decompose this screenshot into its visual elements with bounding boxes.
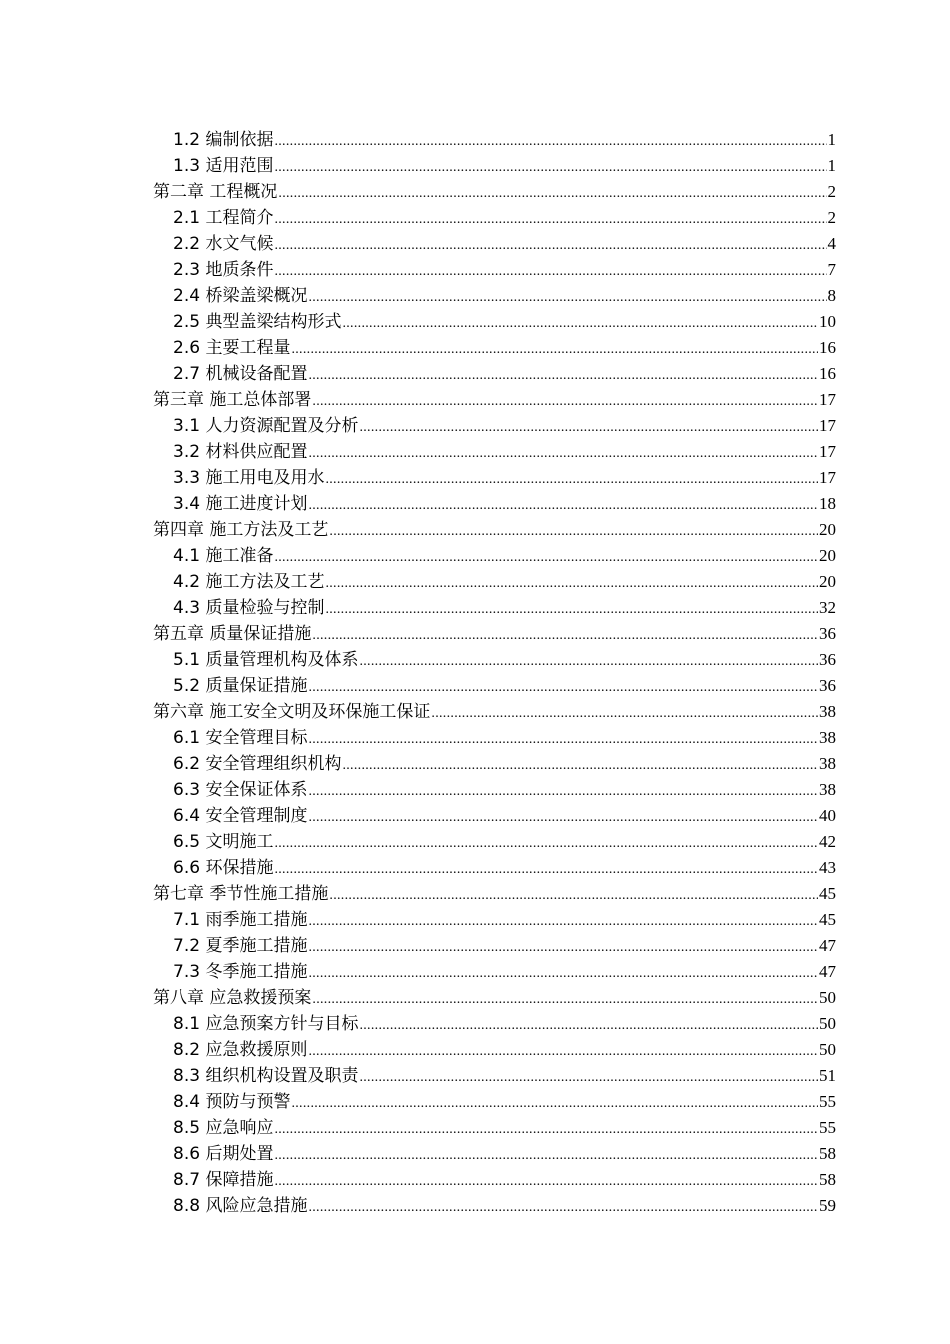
toc-dot-leader (312, 389, 818, 415)
toc-entry-page-number: 50 (819, 1040, 836, 1059)
toc-entry-title: 1.2 编制依据 (173, 130, 274, 150)
toc-section-entry[interactable] (153, 1011, 836, 1037)
toc-chapter-entry[interactable] (153, 517, 836, 543)
toc-section-entry[interactable] (153, 647, 836, 673)
toc-entry-title: 7.1 雨季施工措施 (173, 910, 308, 930)
toc-entry-title: 2.4 桥梁盖梁概况 (173, 286, 308, 306)
toc-dot-leader (308, 961, 818, 987)
toc-dot-leader (274, 857, 818, 883)
toc-entry-page-number: 4 (827, 234, 836, 253)
toc-section-entry[interactable] (153, 257, 836, 283)
toc-entry-page-number: 45 (819, 884, 836, 903)
toc-dot-leader (274, 1117, 818, 1143)
toc-entry-page-number: 38 (819, 754, 836, 773)
toc-dot-leader (274, 1143, 818, 1169)
toc-chapter-entry[interactable] (153, 621, 836, 647)
toc-entry-title: 2.5 典型盖梁结构形式 (173, 312, 342, 332)
toc-entry-page-number: 47 (819, 936, 836, 955)
toc-chapter-entry[interactable] (153, 699, 836, 725)
toc-entry-page-number: 38 (819, 702, 836, 721)
toc-section-entry[interactable] (153, 1063, 836, 1089)
toc-entry-title: 6.5 文明施工 (173, 832, 274, 852)
toc-dot-leader (308, 441, 818, 467)
toc-entry-title: 8.7 保障措施 (173, 1170, 274, 1190)
toc-dot-leader (278, 181, 826, 207)
toc-entry-page-number: 1 (827, 130, 836, 149)
toc-dot-leader (312, 623, 818, 649)
toc-entry-title: 5.2 质量保证措施 (173, 676, 308, 696)
toc-entry-page-number: 47 (819, 962, 836, 981)
toc-section-entry[interactable] (153, 335, 836, 361)
toc-section-entry[interactable] (153, 1193, 836, 1219)
table-of-contents (153, 127, 836, 1219)
toc-section-entry[interactable] (153, 933, 836, 959)
toc-entry-title: 5.1 质量管理机构及体系 (173, 650, 359, 670)
toc-dot-leader (291, 1091, 818, 1117)
toc-entry-page-number: 58 (819, 1170, 836, 1189)
toc-dot-leader (325, 597, 818, 623)
toc-entry-title: 1.3 适用范围 (173, 156, 274, 176)
toc-dot-leader (329, 883, 818, 909)
toc-dot-leader (308, 805, 818, 831)
toc-entry-title: 8.2 应急救援原则 (173, 1040, 308, 1060)
toc-chapter-entry[interactable] (153, 881, 836, 907)
toc-entry-title: 4.3 质量检验与控制 (173, 598, 325, 618)
toc-entry-title: 第四章 施工方法及工艺 (153, 520, 329, 540)
toc-dot-leader (325, 571, 818, 597)
toc-entry-title: 6.4 安全管理制度 (173, 806, 308, 826)
toc-entry-title: 3.2 材料供应配置 (173, 442, 308, 462)
toc-section-entry[interactable] (153, 777, 836, 803)
toc-chapter-entry[interactable] (153, 985, 836, 1011)
toc-section-entry[interactable] (153, 855, 836, 881)
toc-section-entry[interactable] (153, 569, 836, 595)
toc-entry-page-number: 43 (819, 858, 836, 877)
toc-entry-title: 3.3 施工用电及用水 (173, 468, 325, 488)
toc-dot-leader (274, 259, 826, 285)
toc-section-entry[interactable] (153, 803, 836, 829)
toc-section-entry[interactable] (153, 413, 836, 439)
toc-dot-leader (274, 831, 818, 857)
toc-entry-title: 7.3 冬季施工措施 (173, 962, 308, 982)
toc-entry-page-number: 2 (827, 208, 836, 227)
toc-dot-leader (431, 701, 818, 727)
toc-entry-title: 2.6 主要工程量 (173, 338, 291, 358)
toc-entry-title: 3.1 人力资源配置及分析 (173, 416, 359, 436)
toc-dot-leader (359, 1065, 818, 1091)
toc-dot-leader (325, 467, 818, 493)
toc-section-entry[interactable] (153, 829, 836, 855)
toc-entry-title: 6.2 安全管理组织机构 (173, 754, 342, 774)
toc-entry-page-number: 8 (827, 286, 836, 305)
toc-entry-title: 第二章 工程概况 (153, 182, 278, 202)
toc-section-entry[interactable] (153, 1115, 836, 1141)
toc-section-entry[interactable] (153, 725, 836, 751)
toc-entry-title: 第八章 应急救援预案 (153, 988, 312, 1008)
toc-entry-title: 3.4 施工进度计划 (173, 494, 308, 514)
toc-entry-page-number: 1 (827, 156, 836, 175)
toc-entry-page-number: 55 (819, 1118, 836, 1137)
toc-entry-page-number: 55 (819, 1092, 836, 1111)
toc-entry-title: 6.3 安全保证体系 (173, 780, 308, 800)
toc-entry-title: 8.3 组织机构设置及职责 (173, 1066, 359, 1086)
toc-dot-leader (308, 779, 818, 805)
toc-entry-title: 2.1 工程简介 (173, 208, 274, 228)
toc-entry-title: 8.8 风险应急措施 (173, 1196, 308, 1216)
toc-dot-leader (359, 649, 818, 675)
toc-dot-leader (342, 753, 818, 779)
toc-dot-leader (291, 337, 818, 363)
toc-entry-page-number: 50 (819, 1014, 836, 1033)
toc-dot-leader (274, 207, 826, 233)
toc-entry-page-number: 10 (819, 312, 836, 331)
toc-entry-title: 第六章 施工安全文明及环保施工保证 (153, 702, 431, 722)
toc-dot-leader (274, 1169, 818, 1195)
toc-dot-leader (359, 1013, 818, 1039)
toc-entry-title: 2.3 地质条件 (173, 260, 274, 280)
toc-section-entry[interactable] (153, 465, 836, 491)
toc-section-entry[interactable] (153, 205, 836, 231)
toc-dot-leader (308, 935, 818, 961)
toc-entry-page-number: 36 (819, 650, 836, 669)
toc-section-entry[interactable] (153, 595, 836, 621)
toc-entry-page-number: 59 (819, 1196, 836, 1215)
toc-section-entry[interactable] (153, 1141, 836, 1167)
toc-dot-leader (308, 1039, 818, 1065)
toc-entry-page-number: 7 (827, 260, 836, 279)
toc-dot-leader (274, 155, 826, 181)
toc-entry-title: 第三章 施工总体部署 (153, 390, 312, 410)
toc-section-entry[interactable] (153, 231, 836, 257)
toc-dot-leader (329, 519, 818, 545)
toc-entry-title: 4.1 施工准备 (173, 546, 274, 566)
toc-section-entry[interactable] (153, 127, 836, 153)
toc-dot-leader (312, 987, 818, 1013)
toc-dot-leader (308, 727, 818, 753)
toc-dot-leader (308, 363, 818, 389)
toc-entry-page-number: 36 (819, 624, 836, 643)
toc-section-entry[interactable] (153, 1089, 836, 1115)
toc-entry-title: 8.1 应急预案方针与目标 (173, 1014, 359, 1034)
toc-entry-page-number: 18 (819, 494, 836, 513)
toc-section-entry[interactable] (153, 673, 836, 699)
toc-dot-leader (342, 311, 818, 337)
toc-entry-page-number: 16 (819, 338, 836, 357)
toc-entry-page-number: 32 (819, 598, 836, 617)
toc-section-entry[interactable] (153, 491, 836, 517)
toc-entry-page-number: 36 (819, 676, 836, 695)
toc-entry-page-number: 42 (819, 832, 836, 851)
toc-entry-page-number: 58 (819, 1144, 836, 1163)
toc-entry-page-number: 17 (819, 442, 836, 461)
toc-entry-title: 8.6 后期处置 (173, 1144, 274, 1164)
toc-dot-leader (308, 493, 818, 519)
toc-dot-leader (274, 233, 826, 259)
toc-entry-page-number: 2 (827, 182, 836, 201)
toc-entry-title: 2.7 机械设备配置 (173, 364, 308, 384)
toc-chapter-entry[interactable] (153, 387, 836, 413)
toc-entry-title: 6.6 环保措施 (173, 858, 274, 878)
toc-section-entry[interactable] (153, 439, 836, 465)
toc-entry-page-number: 17 (819, 390, 836, 409)
toc-entry-title: 8.4 预防与预警 (173, 1092, 291, 1112)
toc-dot-leader (308, 675, 818, 701)
toc-entry-page-number: 38 (819, 780, 836, 799)
toc-section-entry[interactable] (153, 543, 836, 569)
toc-entry-title: 第七章 季节性施工措施 (153, 884, 329, 904)
toc-section-entry[interactable] (153, 959, 836, 985)
toc-section-entry[interactable] (153, 1167, 836, 1193)
toc-dot-leader (274, 129, 826, 155)
toc-dot-leader (308, 285, 826, 311)
toc-entry-page-number: 20 (819, 546, 836, 565)
toc-entry-page-number: 50 (819, 988, 836, 1007)
toc-entry-title: 4.2 施工方法及工艺 (173, 572, 325, 592)
toc-dot-leader (308, 1195, 818, 1221)
toc-entry-title: 第五章 质量保证措施 (153, 624, 312, 644)
toc-entry-title: 2.2 水文气候 (173, 234, 274, 254)
toc-section-entry[interactable] (153, 283, 836, 309)
toc-section-entry[interactable] (153, 309, 836, 335)
toc-entry-title: 8.5 应急响应 (173, 1118, 274, 1138)
toc-entry-page-number: 20 (819, 520, 836, 539)
toc-dot-leader (359, 415, 818, 441)
toc-entry-title: 6.1 安全管理目标 (173, 728, 308, 748)
toc-entry-page-number: 38 (819, 728, 836, 747)
toc-section-entry[interactable] (153, 751, 836, 777)
toc-entry-page-number: 16 (819, 364, 836, 383)
toc-entry-page-number: 51 (819, 1066, 836, 1085)
toc-dot-leader (308, 909, 818, 935)
toc-chapter-entry[interactable] (153, 179, 836, 205)
toc-section-entry[interactable] (153, 153, 836, 179)
toc-entry-page-number: 20 (819, 572, 836, 591)
toc-entry-page-number: 45 (819, 910, 836, 929)
toc-dot-leader (274, 545, 818, 571)
toc-section-entry[interactable] (153, 361, 836, 387)
toc-section-entry[interactable] (153, 907, 836, 933)
toc-entry-page-number: 17 (819, 416, 836, 435)
toc-section-entry[interactable] (153, 1037, 836, 1063)
toc-entry-page-number: 40 (819, 806, 836, 825)
toc-entry-title: 7.2 夏季施工措施 (173, 936, 308, 956)
toc-entry-page-number: 17 (819, 468, 836, 487)
